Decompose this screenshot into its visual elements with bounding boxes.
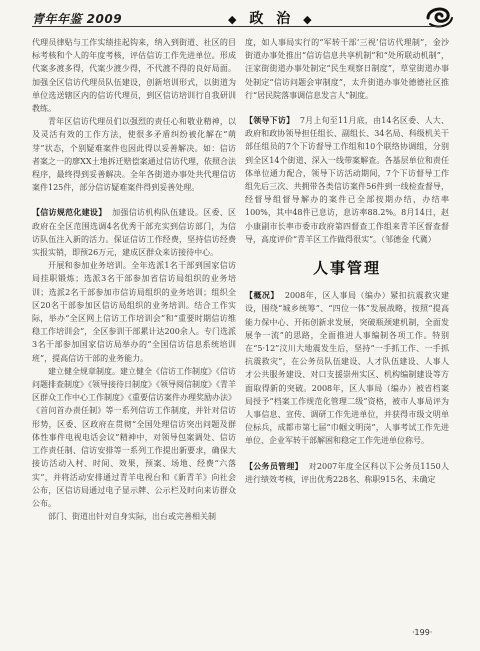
left-column [32,36,236,523]
section-header [228,8,316,28]
spacer [245,102,449,114]
paragraph [245,289,449,447]
right-column [245,36,449,486]
diamond-left-icon: ◆ [228,13,241,26]
section-title: 人事管理 [312,259,381,278]
heading-tag: 【信访规范化建设】 [32,207,107,218]
paragraph: 部门、街道出针对自身实际，出台或完善相关制 [48,512,216,522]
paragraph [245,460,449,486]
header-rule [32,26,442,27]
paragraph-body: 7月上旬至11月底，由14名区委、人大、政府和政协领导担任组长、副组长、34名局、科级机关干部任组员的7个下访督导工作组和10个联络协调组，分别到全区14个街道、深入一线带案解查。各基层单位和责任体单位通力配合，领导下访活动期间，7个下访督导工作组先后三次、共拥带各类信访案件56件到一线检查督导，经督导组督导解办的案件已全部按期办结，办结率100%，其中48件已息访，息访率88.2%。8月14日，赵小康副市长率市委市政府第四督查工作组来青羊区督查督导，高度评价“青羊区工作做得很实”。（邹德金 代冀） [245,116,449,244]
paragraph-body: 加强信访机构队伍建设。区委、区政府在全区范围选调4名优秀干部充实到信访部门，为信访队伍注入新的活力。保证信访工作经费，坚持信访经费实报实销，即预26万元，建成区群众来访接待中心。 [32,208,237,258]
spacer [32,194,236,206]
heading-tag: 【概况】 [245,290,279,301]
page-number: ·199· [412,628,433,637]
spacer [245,448,449,460]
paragraph [32,206,236,259]
yearbook-title: 青年年鉴 2009 [32,12,123,26]
heading-tag: 【公务员管理】 [245,460,303,471]
heading-tag: 【领导下访】 [245,115,295,126]
paragraph: 建立健全规章制度。建立健全《信访工作制度》《信访问题排查制度》《领导接待日制度》《领导阅信制度》《青羊区群众工作中心工作制度》《重要信访案件办理奖励办法》《首问首办责任制》等一系列信访工作制度，并针对信访形势，区委、区政府在贯彻“全国处理信访突出问题及群体性事件电视电话会议”精神中，对领导包案调处、信访工作责任制、信访安排等一系列工作提出新要求，确保大接访活动入村、时间、效果，预案、场地、经费“六落实”，并将活动安排通过青羊电视台和《新青羊》向社会公布，区信访局通过电子显示牌、公示栏及时向来访群众公布。 [32,366,236,508]
paragraph: 代理员律贴与工作实绩挂起钩来，纳入到街道、社区的目标考核和个人的年度考核，评估信访工作先进单位。形成代案多渡多得，代案少渡少得，不代渡不得的良好局面。加强全区信访代理员队伍建设，创新培训形式，以街道为单位选送辖区内的信访代理员，到区信访培训行自我研训教练。 [32,38,236,114]
paragraph: 青年区信访代理员们以强烈的责任心和敬业精神，以及灵活有效的工作方法，使很多矛盾纠纷被化解在“萌芽”状态，个别疑难案件也因此得以妥善解决。如：信访者案之一的廖XX土地拆迁赔偿案通过信访代理，依照合法程序，最终得到妥善解决。全年各街道办事处共代理信访案件125件，部分信访疑难案件得到妥善处理。 [32,117,236,193]
paragraph: 开展和参加业务培训。全年选派1名干部到国家信访局挂职锻炼；选派3名干部参加省信访局组织的业务培训；选派2名干部参加市信访局组织的业务培训；组织全区20名干部参加区信访局组织的业务培训。结合工作实际，举办“全区网上信访工作培训会”和“重要时期信访维稳工作培训会”，全区参训干部累计达200余人。专门选派3名干部参加国家信访局举办的“全国信访信息系统培训班”，提高信访干部的业务能力。 [32,261,236,363]
paragraph-body: 对2007年度全区科以下公务员1150人进行绩效考核，评出优秀228名、称职915名、未确定 [245,461,449,484]
paragraph [245,114,449,246]
paragraph: 度，如人事局实行的“军转干部‘三视’信访代理制”，金沙街道办事处推出“信访信息共享机制”和“处所联动机制”，汪家街街道办事处制定“民生观察日制度”，草堂街道办事处制定“信访问题会审制度”，太升街道办事处德德社区推行“居民院落事调信息发言人”制度。 [245,38,449,100]
diamond-right-icon: ◆ [303,13,316,26]
page-header [32,8,448,28]
section-header-label: 政 治 [249,11,295,27]
paragraph-body: 2008年，区人事局（编办）紧扣抗震救灾建设，围绕“城乡统筹”、“四位一体”发展战略，按照“提高能力保中心、开拓创新求发展，突破瓶颈建机制，全面发展争一流”的思路，全面推进人事编制各项工作。特别在“5·12”汶川大地震发生后，坚持“一手抓工作、一手抓抗震救灾”，在公务员队伍建设、人才队伍建设、人事人才公共服务建设、对口支援崇州实区、机构编制建设等方面取得新的突破。2008年，区人事局（编办）被省档案局授予“档案工作规范化管理二级”资格，被市人事局评为人事信息、宣传、调研工作先进单位，并获得市级文明单位标兵，成都市第七届“巾帼文明岗”，人事考试工作先进单位、企业军转干部解困和稳定工作先进单位称号。 [245,291,450,446]
